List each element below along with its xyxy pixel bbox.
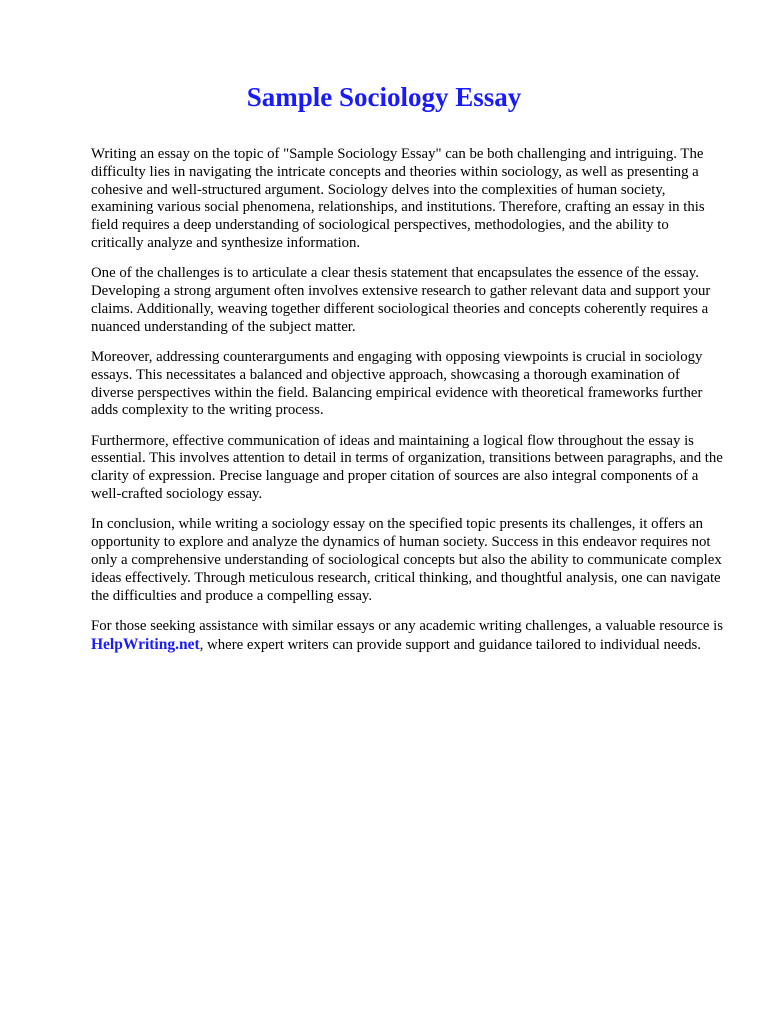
paragraph-3: Moreover, addressing counterarguments and engaging with opposing viewpoints is crucial in sociology essays. This necessitates a balanced and objective approach, showcasing a thorough examination of diverse perspectives within the field. Balancing empirical evidence with theoretical frameworks further adds complexity to the writing process. [91,348,703,419]
paragraph-1: Writing an essay on the topic of "Sample Sociology Essay" can be both challenging and intriguing. The difficulty lies in navigating the intricate concepts and theories within sociology, as well as presenting a cohesive and well-structured argument. Sociology delves into the complexities of human society, examining various social phenomena, relationships, and institutions. Therefore, crafting an essay in this field requires a deep understanding of sociological perspectives, methodologies, and the ability to critically analyze and synthesize information. [91,146,705,251]
paragraph-4: Furthermore, effective communication of ideas and maintaining a logical flow throughout the essay is essential. This involves attention to detail in terms of organization, transitions between paragraphs, and the clarity of expression. Precise language and proper citation of sources are also integral components of a well-crafted sociology essay. [91,432,723,503]
closing-text-before: For those seeking assistance with similar essays or any academic writing challenges, a valuable resource is [91,617,723,634]
paragraph-5: In conclusion, while writing a sociology essay on the specified topic presents its challenges, it offers an opportunity to explore and analyze the dynamics of human society. Success in this endeavor requires not only a comprehensive understanding of sociological concepts but also the ability to communicate complex ideas effectively. Through meticulous research, critical thinking, and thoughtful analysis, one can navigate the difficulties and produce a compelling essay. [91,516,722,604]
page-title: Sample Sociology Essay [246,82,522,112]
closing-paragraph [91,618,723,655]
paragraph-2: One of the challenges is to articulate a clear thesis statement that encapsulates the essence of the essay. Developing a strong argument often involves extensive research to gather relevant data and support your claims. Additionally, weaving together different sociological theories and concepts coherently requires a nuanced understanding of the subject matter. [91,265,711,335]
closing-text-after: , where expert writers can provide support and guidance tailored to individual needs. [199,636,701,653]
helpwriting-link[interactable]: HelpWriting.net [91,635,200,653]
essay-body [91,146,723,667]
